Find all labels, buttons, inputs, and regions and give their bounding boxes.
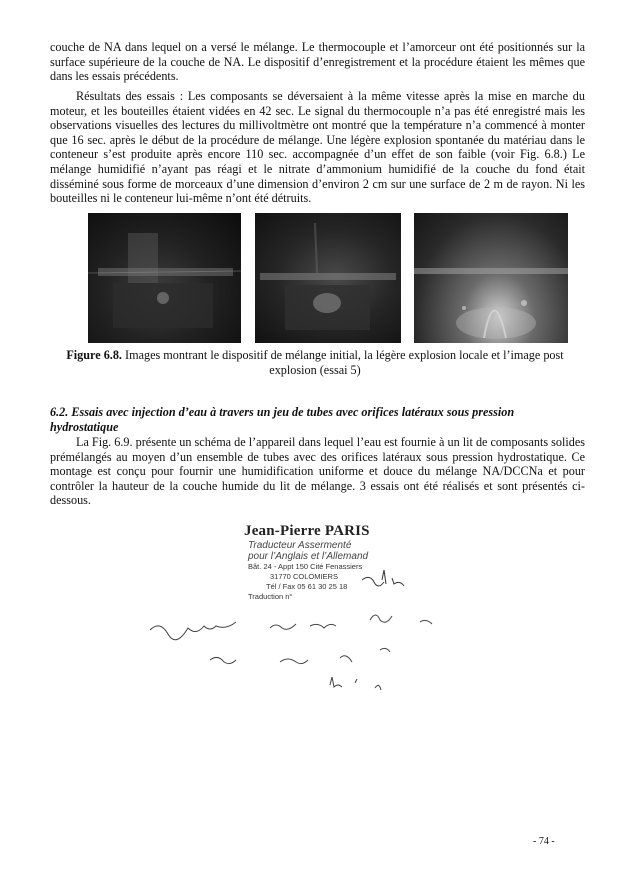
paragraph-1 bbox=[50, 40, 585, 84]
figure-caption bbox=[60, 348, 570, 378]
stamp-languages: pour l’Anglais et l’Allemand bbox=[248, 551, 369, 562]
figure-caption-text: Images montrant le dispositif de mélange initial, la légère explosion locale et l’image post explosion (essai 5) bbox=[125, 348, 564, 377]
stamp-translation-number: Traduction n° bbox=[248, 592, 293, 601]
stamp-phone: Tél / Fax 05 61 30 25 18 bbox=[266, 582, 348, 591]
handwritten-signature bbox=[130, 550, 550, 700]
stamp-title: Traducteur Assermenté bbox=[248, 540, 352, 551]
photo-post-explosion-graphic bbox=[414, 213, 568, 343]
figure-photo-local-explosion bbox=[255, 213, 401, 343]
paragraph-2 bbox=[50, 89, 585, 206]
paragraph-1-text: couche de NA dans lequel on a versé le mélange. Le thermocouple et l’amorceur ont été positionnés sur la surface supérieure de la couche de NA. Le dispositif d’enregistrement et la procédure étaient les mêmes que dans les essais précédents. bbox=[50, 40, 585, 84]
stamp-name: Jean-Pierre PARIS bbox=[244, 523, 370, 539]
paragraph-3 bbox=[50, 435, 585, 508]
page-number: - 74 - bbox=[533, 836, 555, 847]
figure-photo-post-explosion bbox=[414, 213, 568, 343]
paragraph-3-text: La Fig. 6.9. présente un schéma de l’appareil dans lequel l’eau est fournie à un lit de composants solides prémélangés au moyen d’un ensemble de tubes avec des orifices latéraux sous pression hydrostatique. Ce montage est conçu pour fournir une humidification uniforme et douce du mélange NA/DCCNa et pour contrôler la hauteur de la couche humide du lit de mélange. 3 essais ont été réalisés et sont présentés ci-dessous. bbox=[50, 435, 585, 508]
figure-photo-initial-setup bbox=[88, 213, 241, 343]
photo-initial-setup-graphic bbox=[88, 213, 241, 343]
stamp-city: 31770 COLOMIERS bbox=[270, 572, 338, 581]
paragraph-2-text: Résultats des essais : Les composants se déversaient à la même vitesse après la mise en marche du moteur, et les bouteilles étaient vidées en 42 sec. Le signal du thermocouple n’a pas été enregistré mais les observations visuelles des lectures du millivoltmètre ont montré que la température n’a commencé à monter que 16 sec. après le début de la procédure de mélange. Une légère explosion spontanée du matériau dans le conteneur s’est produite après encore 110 sec. accompagnée d’un effet de son faible (voir Fig. 6.8.) Le mélange humidifié n’ayant pas réagi et le nitrate d’ammonium humidifié de la couche du fond était disséminé sous forme de morceaux d’une dimension d’environ 2 cm sur une surface de 2 m de rayon. Ni les bouteilles ni le conteneur lui-même n’ont été détruits. bbox=[50, 89, 585, 206]
stamp-address: Bât. 24 - Appt 150 Cité Fenassiers bbox=[248, 562, 363, 571]
section-title: 6.2. Essais avec injection d’eau à travers un jeu de tubes avec orifices latéraux sous pression hydrostatique bbox=[50, 405, 515, 434]
photo-local-explosion-graphic bbox=[255, 213, 401, 343]
figure-label: Figure 6.8. bbox=[66, 348, 122, 362]
